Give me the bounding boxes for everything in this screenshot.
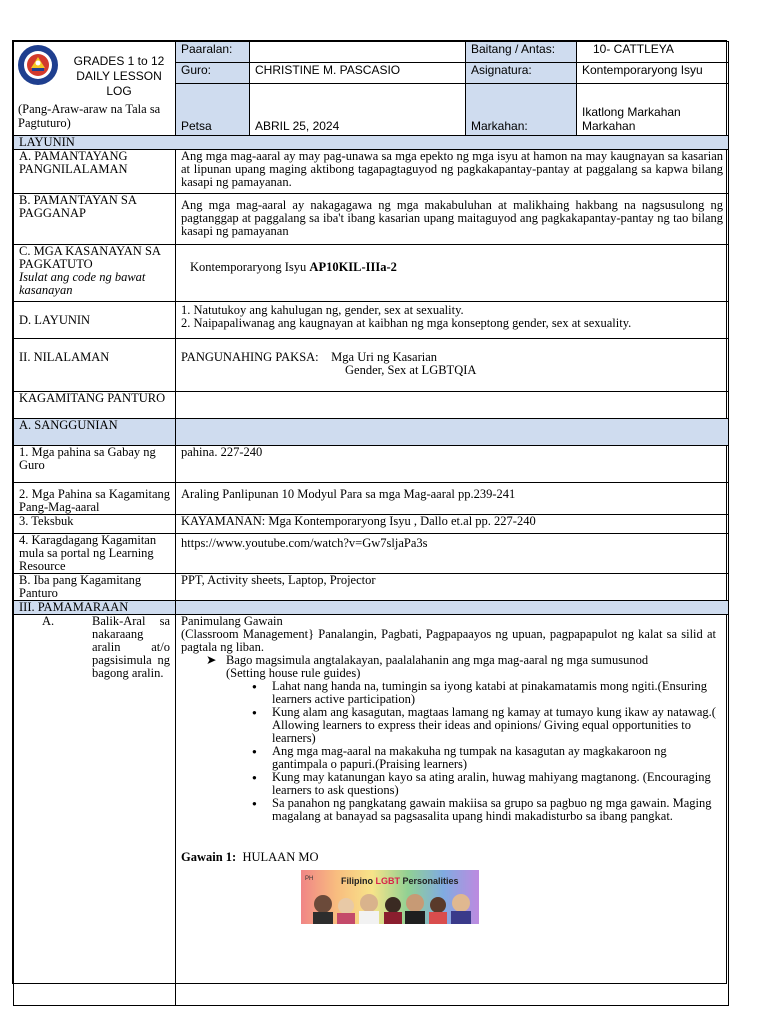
layunin-section-heading: LAYUNIN	[14, 136, 729, 150]
petsa-value: ABRIL 25, 2024	[250, 84, 466, 136]
markahan-label: Markahan:	[466, 84, 577, 136]
guro-label: Guro:	[176, 63, 250, 84]
list-item: ● Ang mga mag-aaral na makakuha ng tumpak na kasagutan ay magkakaroon ng gantimpala o papuri.(Praising learners)	[272, 745, 716, 771]
gabay-guro-value: pahina. 227-240	[176, 446, 729, 483]
iba-pang-kagamitan-label: B. Iba pang Kagamitang Panturo	[14, 574, 176, 601]
iba-pang-kagamitan-value: PPT, Activity sheets, Laptop, Projector	[176, 574, 729, 601]
paaralan-value	[250, 42, 466, 63]
balik-aral-label-cell	[14, 615, 176, 1006]
asignatura-label: Asignatura:	[466, 63, 577, 84]
nilalaman-value	[176, 339, 729, 392]
balik-aral-content	[176, 615, 729, 1006]
house-rules-sub: (Setting house rule guides)	[226, 666, 361, 680]
guro-value: CHRISTINE M. PASCASIO	[250, 63, 466, 84]
gabay-guro-label: 1. Mga pahina sa Gabay ng Guro	[14, 446, 176, 483]
teksbuk-label: 3. Teksbuk	[14, 515, 176, 534]
house-rules-list	[181, 680, 716, 823]
svg-text:Filipino LGBT Personalities	[341, 876, 459, 886]
sanggunian-label: A. SANGGUNIAN	[14, 419, 176, 446]
arrow-bullet-icon: ➤	[206, 653, 217, 667]
panimulang-gawain-title: Panimulang Gawain	[181, 614, 283, 628]
house-rules-text: Bago magsimula angtalakayan, paalalahanin ang mga mag-aaral ng mga sumusunod	[226, 653, 649, 667]
paksa-line-1: Mga Uri ng Kasarian	[331, 350, 438, 364]
lgbt-personalities-image	[301, 870, 479, 924]
paksa-line-2: Gender, Sex at LGBTQIA	[345, 363, 477, 377]
kasanayan-label: C. MGA KASANAYAN SA PAGKATUTO	[19, 244, 161, 271]
layunin-d-label: D. LAYUNIN	[14, 302, 176, 339]
house-rules-intro	[181, 654, 716, 680]
kagamitang-panturo-label: KAGAMITANG PANTURO	[14, 392, 176, 419]
paaralan-label: Paaralan:	[176, 42, 250, 63]
nilalaman-label: II. NILALAMAN	[14, 339, 176, 392]
photo-caption-1: Filipino	[341, 876, 376, 886]
layunin-d-item-2: 2. Naipapaliwanag ang kaugnayan at kaibhan ng mga konseptong gender, sex at sexuality.	[181, 316, 632, 330]
kasanayan-note: Isulat ang code ng bawat kasanayan	[19, 270, 146, 297]
paksa-label: PANGUNAHING PAKSA:	[181, 350, 319, 364]
kasanayan-cell	[14, 245, 176, 302]
lesson-log-page	[12, 40, 727, 984]
kagamitang-panturo-value	[176, 392, 729, 419]
gawain-1-title: HULAAN MO	[242, 850, 319, 864]
kasanayan-value	[176, 245, 729, 302]
layunin-d-item-1: 1. Natutukoy ang kahulugan ng, gender, sex at sexuality.	[181, 303, 464, 317]
kagamitang-mag-aaral-value: Araling Panlipunan 10 Modyul Para sa mga Mag-aaral pp.239-241	[176, 483, 729, 515]
panimulang-gawain-text: (Classroom Management} Panalangin, Pagbati, Pagpapaayos ng upuan, pagpapapulot ng kalat sa silid at pagtala ng liban.	[181, 627, 716, 654]
header-subtitle: (Pang-Araw-araw na Tala sa Pagtuturo)	[18, 102, 161, 130]
header-logo-block	[14, 42, 176, 136]
pamamaraan-label: III. PAMAMARAAN	[14, 601, 176, 615]
pamantayan-sa-pagganap-label: B. PAMANTAYAN SA PAGGANAP	[14, 194, 176, 245]
header-title: GRADES 1 to 12 DAILY LESSON LOG	[73, 54, 165, 98]
baitang-value: 10- CATTLEYA	[577, 42, 729, 63]
teksbuk-value: KAYAMANAN: Mga Kontemporaryong Isyu , Dallo et.al pp. 227-240	[176, 515, 729, 534]
layunin-d-items	[176, 302, 729, 339]
list-item: ● Kung may katanungan kayo sa ating aralin, huwag mahiyang magtanong. (Encouraging learners to ask questions)	[272, 771, 716, 797]
photo-caption-3: Personalities	[400, 876, 459, 886]
kagamitang-mag-aaral-label: 2. Mga Pahina sa Kagamitang Pang-Mag-aaral	[14, 483, 176, 515]
pamantayan-sa-pagganap-text: Ang mga mag-aaral ay nakagagawa ng mga makabuluhan at malikhaing hakbang na nagsusulong ng pagtanggap at paggalang sa iba't ibang kasarian upang maitaguyod ang pagkakapantay-pantay ng tao bilang kasapi ng pamayanan	[176, 194, 729, 245]
list-item: ● Sa panahon ng pangkatang gawain makiisa sa grupo sa pagbuo ng mga gawain. Maging magalang at banayad sa pagsasalita upang hindi makadisturbo sa ibang pangkat.	[272, 797, 716, 823]
markahan-value: Ikatlong Markahan Markahan	[577, 84, 729, 136]
balik-aral-marker: A.	[42, 614, 55, 628]
petsa-label: Petsa	[176, 84, 250, 136]
pamantayang-pangnilalaman-text: Ang mga mag-aaral ay may pag-unawa sa mga epekto ng mga isyu at hamon na may kaugnayan sa kasarian at lipunan upang maging aktibong tagapagtaguyod ng pagkakapantay-pantay at paggalang sa kapwa bilang kasapi ng pamayanan.	[176, 150, 729, 194]
gawain-1-label: Gawain 1:	[181, 850, 237, 864]
list-item: ● Lahat nang handa na, tumingin sa iyong katabi at pinakamatamis mong ngiti.(Ensuring learners active participation)	[272, 680, 716, 706]
photo-badge: PH	[305, 876, 314, 882]
kasanayan-code: AP10KIL-IIIa-2	[309, 260, 397, 274]
photo-caption-2: LGBT	[375, 876, 400, 886]
asignatura-value: Kontemporaryong Isyu	[577, 63, 729, 84]
sanggunian-value	[176, 419, 729, 446]
pamamaraan-value	[176, 601, 729, 615]
kasanayan-text: Kontemporaryong Isyu	[190, 260, 307, 274]
karagdagang-kagamitan-link[interactable]: https://www.youtube.com/watch?v=Gw7sljaPa3s	[176, 534, 729, 574]
deped-seal-icon	[17, 44, 59, 86]
balik-aral-label: Balik-Aral sa nakaraang aralin at/o pagsisimula ng bagong aralin.	[92, 614, 170, 680]
list-item: ● Kung alam ang kasagutan, magtaas lamang ng kamay at tumayo kung ikaw ay natawag.( Allowing learners to express their ideas and opinions/ Giving equal opportunities to learners)	[272, 706, 716, 745]
baitang-label: Baitang / Antas:	[466, 42, 577, 63]
pamantayang-pangnilalaman-label: A. PAMANTAYANG PANGNILALAMAN	[14, 150, 176, 194]
gawain-1-heading	[181, 851, 716, 864]
karagdagang-kagamitan-label: 4. Karagdagang Kagamitan mula sa portal ng Learning Resource	[14, 534, 176, 574]
